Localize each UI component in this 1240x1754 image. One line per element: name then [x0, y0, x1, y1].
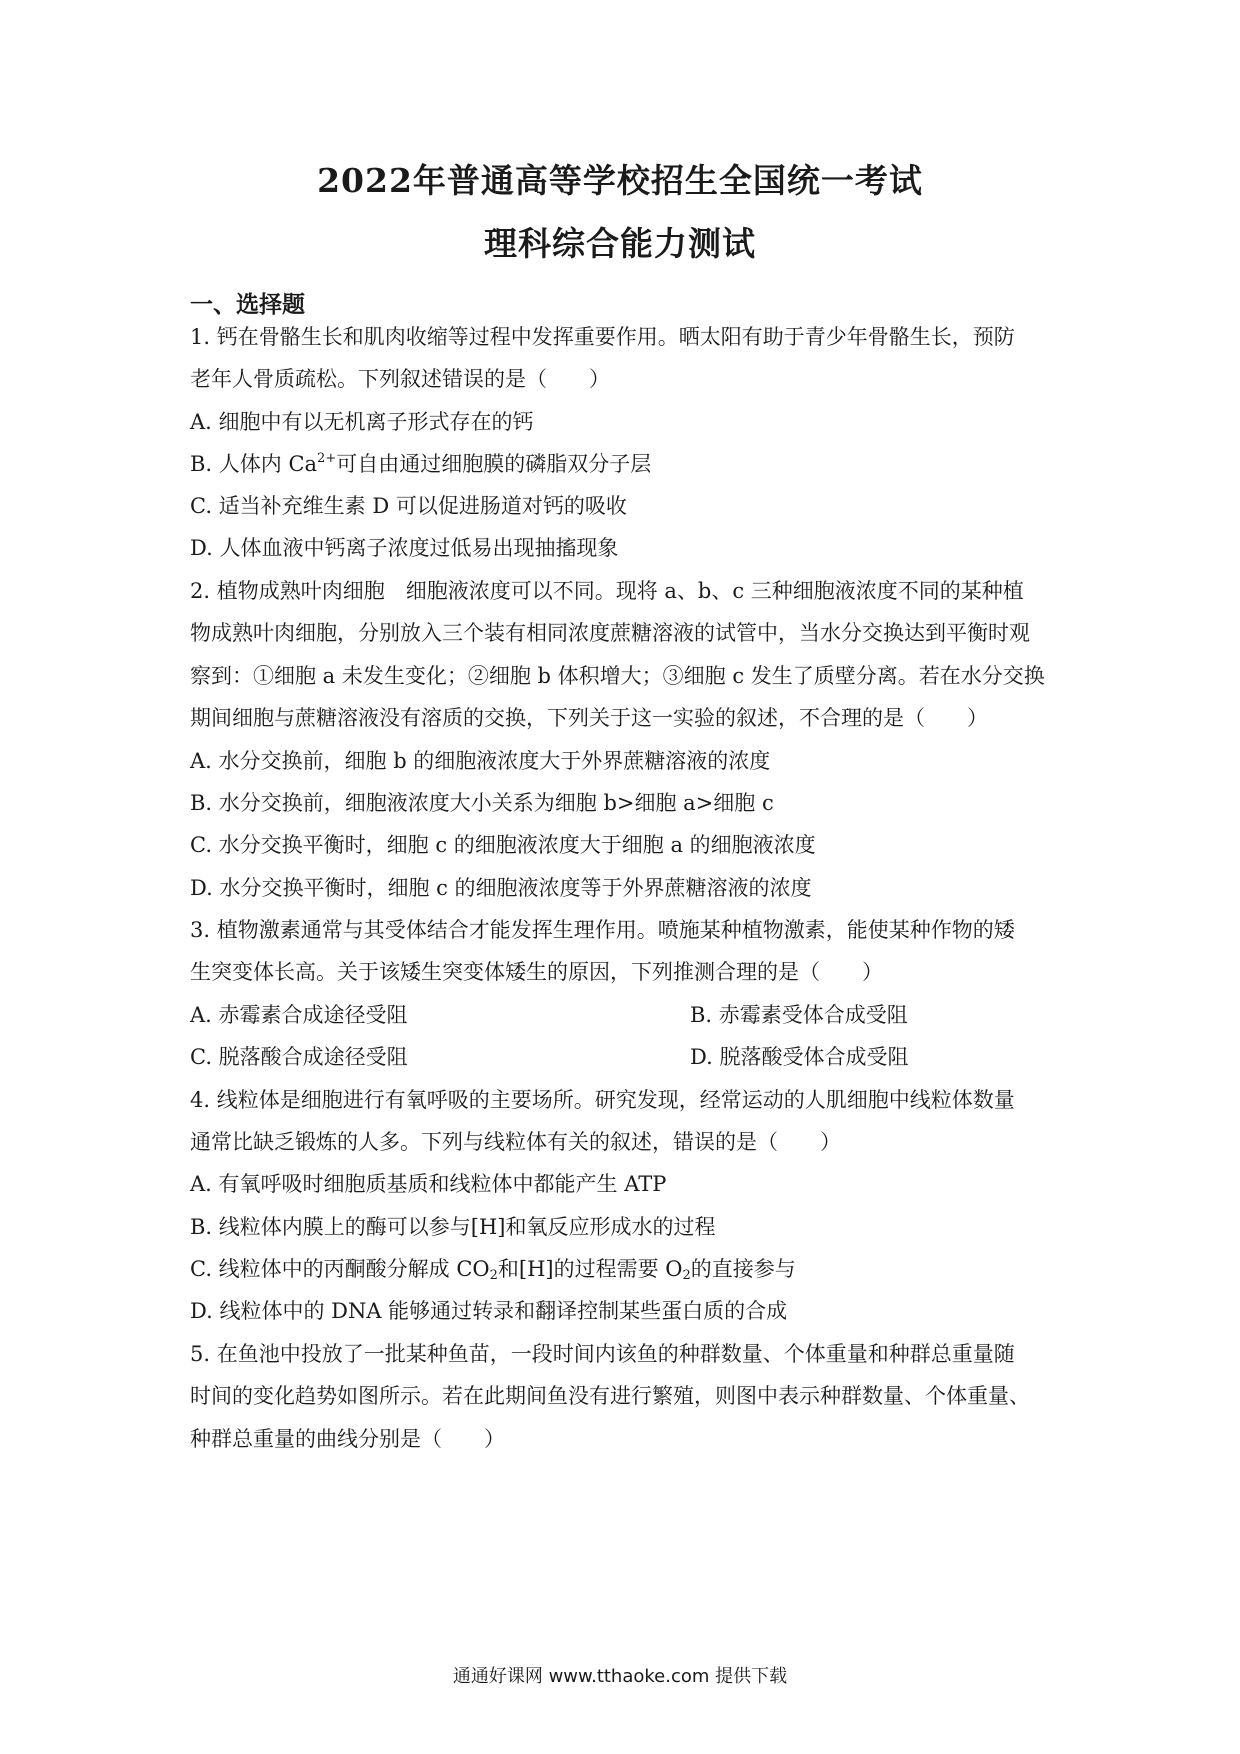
question-2-stem-line-4: 期间细胞与蔗糖溶液没有溶质的交换，下列关于这一实验的叙述，不合理的是（ ） [190, 706, 988, 730]
question-2-option-a: A. 水分交换前，细胞 b 的细胞液浓度大于外界蔗糖溶液的浓度 [190, 749, 771, 773]
question-2-stem-line-2: 物成熟叶肉细胞，分别放入三个装有相同浓度蔗糖溶液的试管中，当水分交换达到平衡时观 [190, 621, 1030, 645]
question-3-stem-line-1: 3. 植物激素通常与其受体结合才能发挥生理作用。喷施某种植物激素，能使某种作物的矮 [190, 918, 1015, 942]
question-1-option-a: A. 细胞中有以无机离子形式存在的钙 [190, 410, 534, 434]
exam-title: 2022年普通高等学校招生全国统一考试 [317, 161, 923, 200]
question-2-option-c: C. 水分交换平衡时，细胞 c 的细胞液浓度大于细胞 a 的细胞液浓度 [190, 833, 816, 857]
question-5-stem-line-1: 5. 在鱼池中投放了一批某种鱼苗，一段时间内该鱼的种群数量、个体重量和种群总重量随 [190, 1342, 1015, 1366]
question-4-option-b: B. 线粒体内膜上的酶可以参与[H]和氧反应形成水的过程 [190, 1215, 716, 1239]
question-4-option-d: D. 线粒体中的 DNA 能够通过转录和翻译控制某些蛋白质的合成 [190, 1299, 788, 1323]
question-3-option-c: C. 脱落酸合成途径受阻 [190, 1045, 408, 1069]
exam-subtitle: 理科综合能力测试 [484, 224, 756, 263]
page-footer: 通通好课网 www.tthaoke.com 提供下载 [452, 1666, 788, 1687]
question-3-stem-line-2: 生突变体长高。关于该矮生突变体矮生的原因，下列推测合理的是（ ） [190, 960, 883, 984]
question-1-stem-line-2: 老年人骨质疏松。下列叙述错误的是（ ） [190, 367, 610, 391]
question-5-stem-line-3: 种群总重量的曲线分别是（ ） [190, 1427, 505, 1451]
question-4-stem-line-2: 通常比缺乏锻炼的人多。下列与线粒体有关的叙述，错误的是（ ） [190, 1130, 841, 1154]
question-2-option-d: D. 水分交换平衡时，细胞 c 的细胞液浓度等于外界蔗糖溶液的浓度 [190, 876, 812, 900]
question-2-option-b: B. 水分交换前，细胞液浓度大小关系为细胞 b>细胞 a>细胞 c [190, 791, 774, 815]
question-1-option-c: C. 适当补充维生素 D 可以促进肠道对钙的吸收 [190, 494, 627, 518]
question-5-stem-line-2: 时间的变化趋势如图所示。若在此期间鱼没有进行繁殖，则图中表示种群数量、个体重量、 [190, 1384, 1030, 1408]
question-3-option-d: D. 脱落酸受体合成受阻 [690, 1045, 909, 1069]
question-4-option-a: A. 有氧呼吸时细胞质基质和线粒体中都能产生 ATP [190, 1172, 667, 1196]
question-1-stem-line-1: 1. 钙在骨骼生长和肌肉收缩等过程中发挥重要作用。晒太阳有助于青少年骨骼生长，预防 [190, 325, 1015, 349]
question-4-stem-line-1: 4. 线粒体是细胞进行有氧呼吸的主要场所。研究发现，经常运动的人肌细胞中线粒体数量 [190, 1088, 1015, 1112]
question-4-option-c: C. 线粒体中的丙酮酸分解成 $CO_2$和[H]的过程需要 $O_2$的直接参与 [190, 1257, 796, 1283]
question-2-stem-line-1: 2. 植物成熟叶肉细胞 细胞液浓度可以不同。现将 a、b、c 三种细胞液浓度不同的某种植 [190, 579, 1024, 603]
question-2-stem-line-3: 察到：①细胞 a 未发生变化；②细胞 b 体积增大；③细胞 c 发生了质壁分离。若在水分交换 [190, 664, 1045, 688]
question-3-option-b: B. 赤霉素受体合成受阻 [690, 1003, 908, 1027]
question-1-option-d: D. 人体血液中钙离子浓度过低易出现抽搐现象 [190, 536, 619, 560]
question-1-option-b: B. 人体内 $Ca^{2+}$可自由通过细胞膜的磷脂双分子层 [190, 451, 652, 476]
section-heading: 一、选择题 [190, 291, 305, 318]
question-3-option-a: A. 赤霉素合成途径受阻 [190, 1003, 408, 1027]
